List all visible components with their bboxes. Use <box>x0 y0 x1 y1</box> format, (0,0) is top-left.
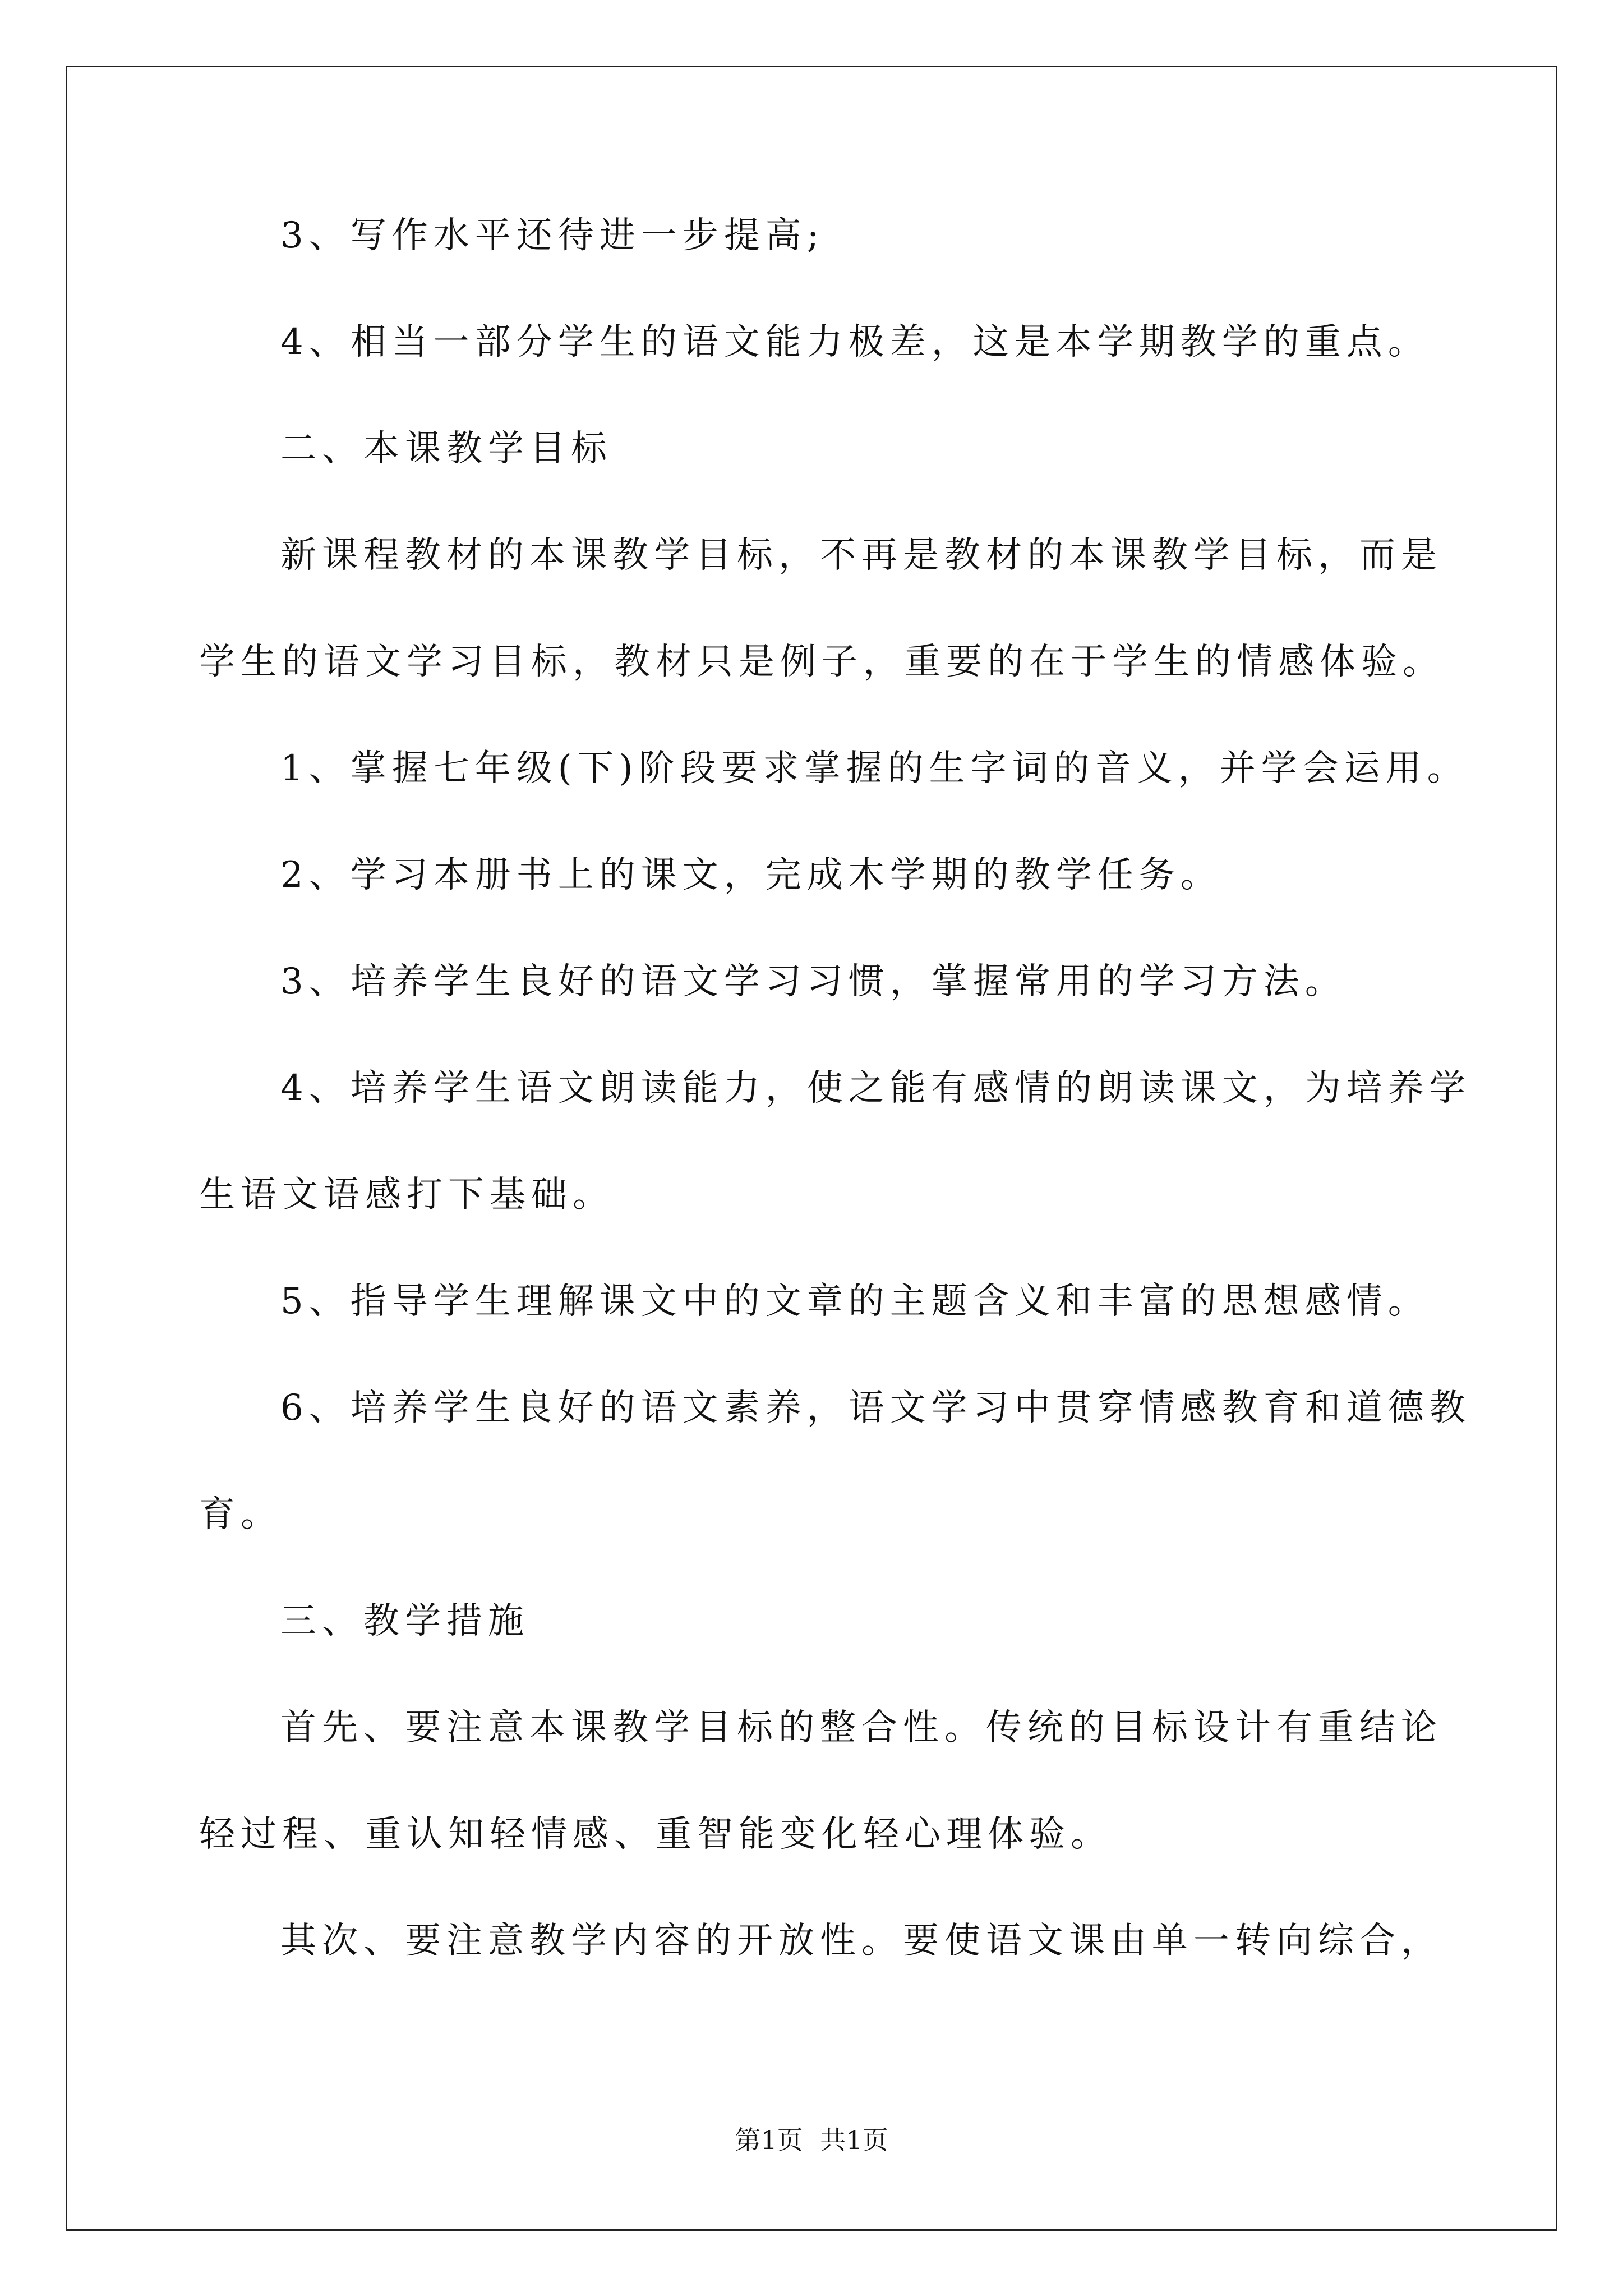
text-line: 新课程教材的本课教学目标，不再是教材的本课教学目标，而是 <box>280 535 1442 576</box>
text-line: 1、掌握七年级(下)阶段要求掌握的生字词的音义，并学会运用。 <box>280 748 1469 789</box>
page-footer <box>0 2123 1623 2157</box>
text-line: 4、培养学生语文朗读能力，使之能有感情的朗读课文，为培养学 <box>280 1068 1471 1109</box>
text-line: 生语文语感打下基础。 <box>199 1174 614 1216</box>
text-line: 5、指导学生理解课文中的文章的主题含义和丰富的思想感情。 <box>280 1281 1430 1322</box>
page-number: 第1页 <box>735 2125 803 2155</box>
text-line: 首先、要注意本课教学目标的整合性。传统的目标设计有重结论 <box>280 1707 1442 1749</box>
text-line: 学生的语文学习目标，教材只是例子，重要的在于学生的情感体验。 <box>199 641 1444 683</box>
section-heading: 三、教学措施 <box>280 1600 529 1642</box>
text-line: 其次、要注意教学内容的开放性。要使语文课由单一转向综合， <box>280 1920 1442 1962</box>
text-line: 2、学习本册书上的课文，完成木学期的教学任务。 <box>280 854 1222 896</box>
text-line: 育。 <box>199 1494 282 1535</box>
text-line: 轻过程、重认知轻情感、重智能变化轻心理体验。 <box>199 1814 1112 1855</box>
section-heading: 二、本课教学目标 <box>280 428 612 470</box>
text-line: 3、写作水平还待进一步提高; <box>280 215 825 256</box>
text-line: 3、培养学生良好的语文学习习惯，掌握常用的学习方法。 <box>280 961 1347 1002</box>
text-line: 6、培养学生良好的语文素养，语文学习中贯穿情感教育和道德教 <box>280 1387 1471 1429</box>
text-line: 4、相当一部分学生的语文能力极差，这是本学期教学的重点。 <box>280 321 1430 363</box>
page-total: 共1页 <box>820 2125 888 2155</box>
page-border <box>66 66 1557 2231</box>
